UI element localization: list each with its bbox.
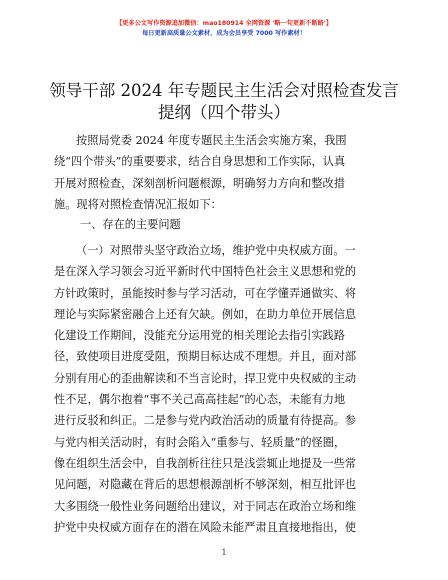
document-title-line2: 提纲（四个带头） [158, 103, 290, 122]
text-line: 按照局党委 2024 年度专题民主生活会实施方案，我围 [76, 134, 347, 147]
text-line: 性不足，偶尔抱着“事不关己高高挂起”的心态，未能有力地 [54, 393, 346, 407]
page-number: 1 [221, 548, 227, 557]
intro-paragraph [54, 130, 394, 215]
text-line: 径，致使项目进度受阻，预期目标达成不理想。并且，面对部 [54, 350, 357, 364]
text-line: 进行反驳和纠正。二是参与党内政治活动的质量有待提高。参 [54, 414, 357, 428]
text-line: 是在深入学习领会习近平新时代中国特色社会主义思想和党的 [54, 265, 357, 279]
text-line: 大多围绕一般性业务问题给出建议，对于同志在政治立场和维 [54, 499, 357, 513]
document-title-line1: 领导干部 2024 年专题民主生活会对照检查发言 [49, 81, 399, 100]
text-line: 护党中央权威方面存在的潜在风险未能严肃且直接地指出，使 [54, 520, 357, 534]
promo-banner-line1: 【更多公文写作资源追加微信：mao180914 全网资源 '略一句更新不断路'】 [116, 20, 332, 27]
text-line: 像在组织生活会中，自我剖析往往只是浅尝辄止地提及一些常 [54, 456, 357, 470]
text-line: 与党内相关活动时，有时会陷入“重参与、轻质量”的怪圈， [54, 435, 346, 449]
text-line: 绕“四个带头”的重要要求，结合自身思想和工作实际，认真 [54, 155, 346, 169]
text-line: 见问题，对隐藏在背后的思想根源剖析不够深刻，相互批评也 [54, 478, 357, 492]
text-line: 分别有用心的歪曲解读和不当言论时，捍卫党中央权威的主动 [54, 371, 357, 385]
text-line: 开展对照检查，深刻剖析问题根源，明确努力方向和整改措 [54, 176, 345, 190]
body-paragraph [54, 240, 394, 538]
text-line: （一）对照带头坚守政治立场，维护党中央权威方面。一 [76, 244, 356, 257]
text-line: 施。现将对照检查情况汇报如下： [54, 197, 222, 211]
text-line: 方针政策时，虽能按时参与学习活动，可在学懂弄通做实、将 [54, 286, 357, 300]
text-line: 化建设工作期间，没能充分运用党的相关理论去指引实践路 [54, 329, 345, 343]
promo-banner-line2: 每日更新高质量公文素材，成为会员享受 7000 写作素材！ [142, 30, 306, 37]
section-heading: 一、存在的主要问题 [80, 218, 181, 231]
text-line: 理论与实际紧密融合上还有欠缺。例如，在助力单位开展信息 [54, 307, 357, 321]
